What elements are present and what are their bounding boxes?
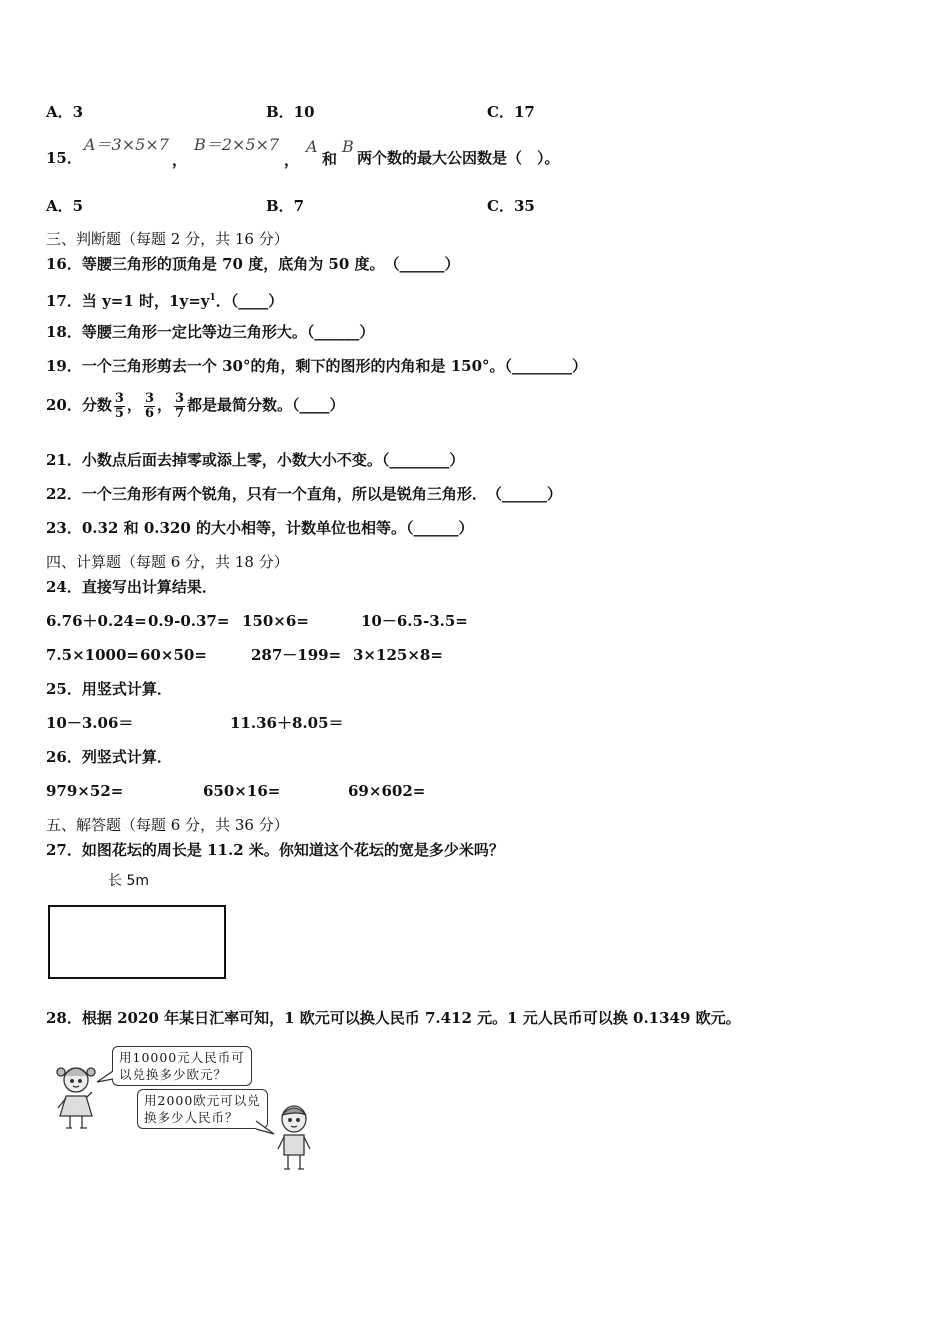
q15-question-tail: 两个数的最大公因数是（ ）。	[357, 149, 560, 167]
q19: 19．一个三角形剪去一个 30°的角，剩下的图形的内角和是 150°。（________）	[46, 357, 588, 375]
q26-item1: 979×52=	[46, 782, 124, 800]
garden-rectangle	[48, 905, 226, 979]
q15-var-a: A	[306, 137, 318, 156]
q15-separator-1: ，	[172, 151, 188, 169]
fraction-3-6: $\frac{3}{6}$	[144, 390, 154, 421]
q15-option-b: B．7	[266, 197, 305, 215]
fraction-3-7: $\frac{3}{7}$	[175, 390, 185, 421]
q26-item2: 650×16=	[203, 782, 281, 800]
q24-row2-item3: 287－199=	[251, 646, 342, 664]
q20: 20．分数 $\frac{3}{5}$ ， $\frac{3}{6}$ ， $\frac{3}{7}$ 都是最简分数。（____）	[46, 390, 345, 421]
q15-separator-2: ，	[284, 151, 300, 169]
q25-item2: 11.36＋8.05＝	[230, 714, 344, 732]
q15-number: 15．	[46, 149, 82, 167]
boy-illustration	[272, 1103, 316, 1175]
q14-option-a: A．3	[46, 103, 84, 121]
q18: 18．等腰三角形一定比等边三角形大。（______）	[46, 323, 375, 341]
speech-bubble-girl: 用10000元人民币可 以兑换多少欧元？	[112, 1046, 252, 1086]
section-5-heading: 五、解答题（每题 6 分，共 36 分）	[46, 816, 289, 834]
q24-row1-item2: 0.9-0.37=	[148, 612, 230, 630]
q14-option-c: C．17	[487, 103, 535, 121]
q28: 28．根据 2020 年某日汇率可知，1 欧元可以换人民币 7.412 元。1 元人民币可以换 0.1349 欧元。	[46, 1009, 741, 1027]
q15-and: 和	[322, 150, 338, 168]
garden-length-label: 长 5m	[108, 873, 149, 889]
fraction-3-5: $\frac{3}{5}$	[114, 390, 124, 421]
q24-title: 24．直接写出计算结果．	[46, 578, 217, 596]
q23: 23．0.32 和 0.320 的大小相等，计数单位也相等。（______）	[46, 519, 474, 537]
q16: 16．等腰三角形的顶角是 70 度，底角为 50 度。 （______）	[46, 255, 460, 273]
q24-row1-item1: 6.76＋0.24=	[46, 612, 147, 630]
q17: 17．当 y=1 时，$1y=y^1$．（____）	[46, 292, 284, 310]
q25-title: 25．用竖式计算．	[46, 680, 172, 698]
q22: 22．一个三角形有两个锐角，只有一个直角，所以是锐角三角形． （______）	[46, 485, 562, 503]
q15-expression-b: B＝2×5×7	[194, 135, 280, 154]
q24-row1-item4: 10－6.5-3.5=	[361, 612, 468, 630]
q21: 21．小数点后面去掉零或添上零，小数大小不变。（________）	[46, 451, 465, 469]
q17-superscript: 1	[209, 293, 216, 303]
q27: 27．如图花坛的周长是 11.2 米。你知道这个花坛的宽是多少米吗？	[46, 841, 504, 859]
q15-var-b: B	[342, 137, 354, 156]
q15-option-c: C．35	[487, 197, 535, 215]
q26-title: 26．列竖式计算．	[46, 748, 172, 766]
speech-bubble-boy: 用2000欧元可以兑 换多少人民币？	[137, 1089, 268, 1129]
bubble-tail-boy	[254, 1120, 276, 1136]
q25-item1: 10－3.06＝	[46, 714, 134, 732]
girl-illustration	[52, 1062, 102, 1134]
q24-row2-item2: 60×50=	[140, 646, 207, 664]
section-4-heading: 四、计算题（每题 6 分，共 18 分）	[46, 553, 289, 571]
q26-item3: 69×602=	[348, 782, 426, 800]
section-3-heading: 三、判断题（每题 2 分，共 16 分）	[46, 230, 289, 248]
q24-row1-item3: 150×6=	[242, 612, 309, 630]
q14-option-b: B．10	[266, 103, 315, 121]
q15-option-a: A．5	[46, 197, 84, 215]
q15-expression-a: A＝3×5×7	[84, 135, 169, 154]
q24-row2-item4: 3×125×8=	[353, 646, 443, 664]
q24-row2-item1: 7.5×1000=	[46, 646, 139, 664]
bubble-tail-girl	[96, 1070, 116, 1084]
